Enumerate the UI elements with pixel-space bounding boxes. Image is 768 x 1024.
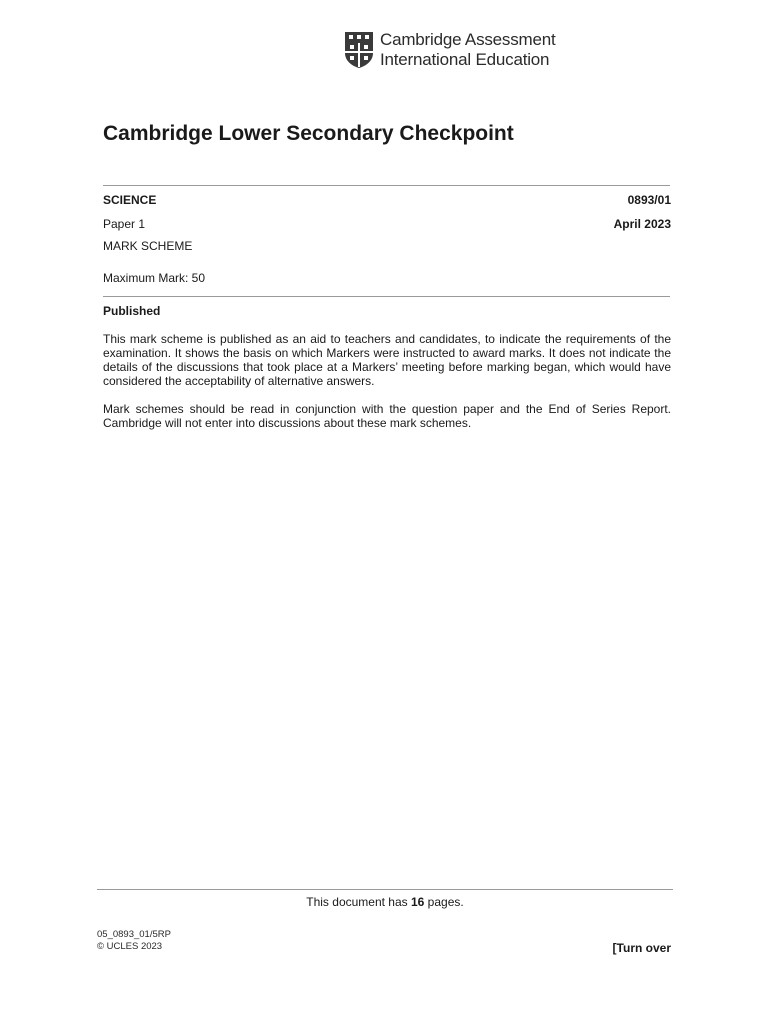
page-count-note (97, 895, 673, 909)
section-label-published: Published (103, 304, 161, 318)
turn-over-label: [Turn over (612, 941, 671, 955)
copyright-notice: © UCLES 2023 (97, 941, 163, 952)
cambridge-logo (344, 30, 556, 70)
org-name-line1: Cambridge Assessment (380, 30, 556, 49)
divider-footer (97, 889, 673, 890)
intro-paragraph: This mark scheme is published as an aid to teachers and candidates, to indicate the requirements of the examination. It shows the basis on which Markers were instructed to award marks. It does not indicate the details of the discussions that took place at a Markers’ meeting before marking began, which would have considered the acceptability of alternative answers. (103, 332, 671, 388)
org-name-line2: International Education (380, 50, 550, 69)
exam-date: April 2023 (613, 217, 671, 231)
page-count-suffix: pages. (424, 895, 464, 909)
shield-crest-icon (344, 31, 374, 69)
subject-label: SCIENCE (103, 193, 157, 207)
document-title: Cambridge Lower Secondary Checkpoint (103, 122, 514, 145)
divider-middle (103, 296, 670, 297)
document-type: MARK SCHEME (103, 239, 193, 253)
maximum-mark: Maximum Mark: 50 (103, 271, 206, 285)
divider-top (103, 185, 670, 186)
page-count-number: 16 (410, 895, 425, 909)
reference-code: 05_0893_01/5RP (97, 929, 171, 940)
paper-code: 0893/01 (627, 193, 671, 207)
page-count-prefix: This document has (306, 895, 411, 909)
paper-number: Paper 1 (103, 217, 146, 231)
conjunction-paragraph: Mark schemes should be read in conjunction with the question paper and the End of Series Report. Cambridge will not enter into discussions about these mark schemes. (103, 402, 671, 430)
logo-wordmark (380, 30, 556, 70)
